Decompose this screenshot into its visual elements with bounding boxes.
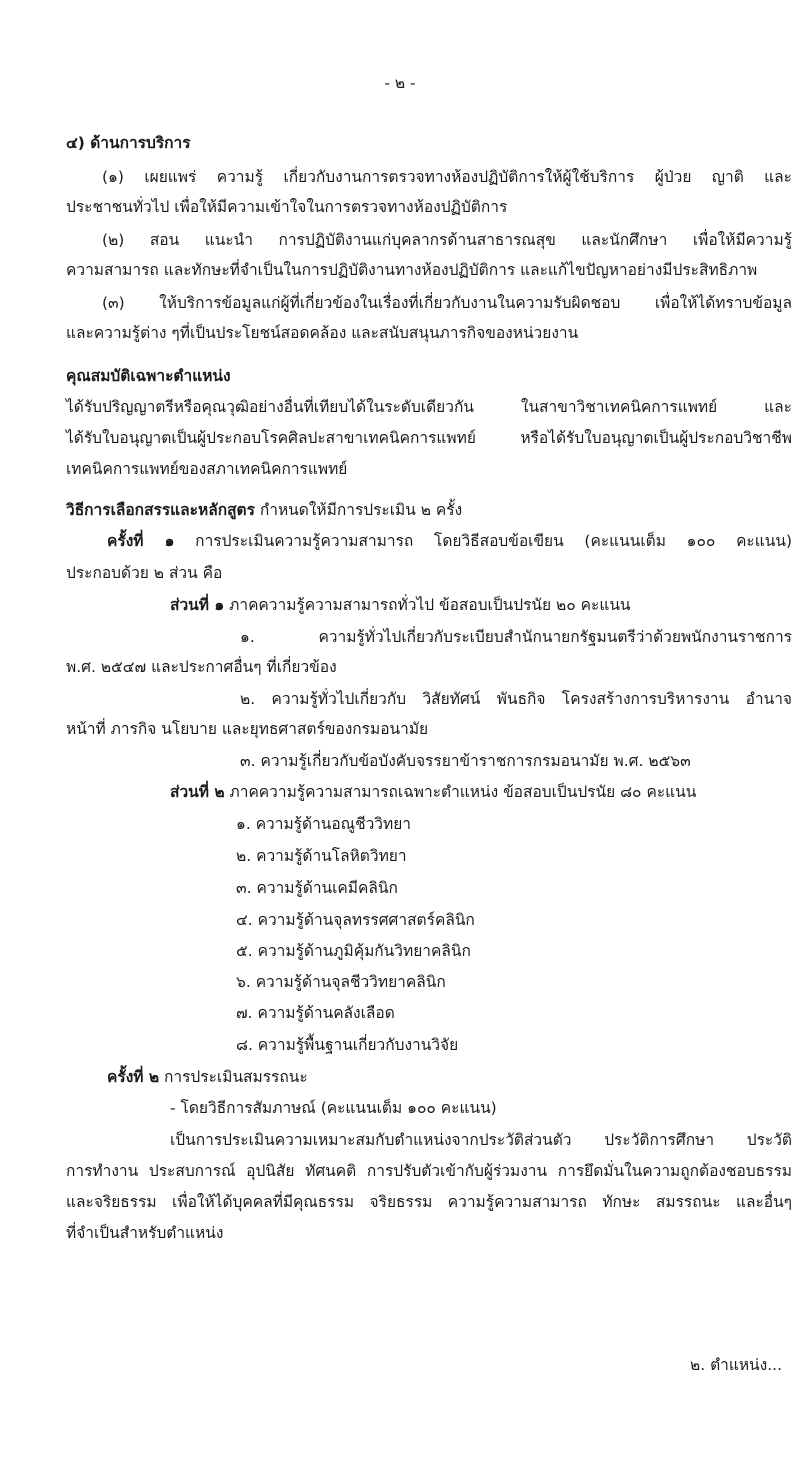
part2-item: ๖. ความรู้ด้านจุลชีววิทยาคลินิก <box>236 973 446 991</box>
round2-method: - โดยวิธีการสัมภาษณ์ (คะแนนเต็ม ๑๐๐ คะแนน) <box>170 1099 497 1117</box>
part2-text: ภาคความรู้ความสามารถเฉพาะตำแหน่ง ข้อสอบเป็นปรนัย ๘๐ คะแนน <box>224 783 697 801</box>
part2-item: ๗. ความรู้ด้านคลังเลือด <box>236 1004 395 1022</box>
qualification-heading: คุณสมบัติเฉพาะตำแหน่ง <box>66 367 231 385</box>
service-item1-line1: (๑) เผยแพร่ ความรู้ เกี่ยวกับงานการตรวจทางห้องปฏิบัติการให้ผู้ใช้บริการ ผู้ป่วย ญาติ และ <box>102 168 792 186</box>
service-item3-line1: (๓) ให้บริการข้อมูลแก่ผู้ที่เกี่ยวข้องในเรื่องที่เกี่ยวกับงานในความรับผิดชอบ เพื่อให้ได้ทราบข้อมูล <box>102 294 792 312</box>
qualification-line2: ได้รับใบอนุญาตเป็นผู้ประกอบโรคศิลปะสาขาเทคนิคการแพทย์ หรือได้รับใบอนุญาตเป็นผู้ประกอบวิชาชีพ <box>66 429 792 447</box>
round2-desc-line3: และจริยธรรม เพื่อให้ได้บุคคลที่มีคุณธรรม จริยธรรม ความรู้ความสามารถ ทักษะ สมรรถนะ และอื่นๆ <box>66 1193 792 1211</box>
selection-heading-bold: วิธีการเลือกสรรและหลักสูตร <box>66 501 255 519</box>
part1-item2-line2: หน้าที่ ภารกิจ นโยบาย และยุทธศาสตร์ของกรมอนามัย <box>66 720 429 738</box>
round1-text: การประเมินความรู้ความสามารถ โดยวิธีสอบข้อเขียน (คะแนนเต็ม ๑๐๐ คะแนน) <box>174 532 792 550</box>
part1-item3: ๓. ความรู้เกี่ยวกับข้อบังคับจรรยาข้าราชการกรมอนามัย พ.ศ. ๒๕๖๓ <box>240 752 691 770</box>
part2-item: ๔. ความรู้ด้านจุลทรรศศาสตร์คลินิก <box>236 911 475 929</box>
part2-item: ๕. ความรู้ด้านภูมิคุ้มกันวิทยาคลินิก <box>236 942 471 960</box>
service-item1-line2: ประชาชนทั่วไป เพื่อให้มีความเข้าใจในการตรวจทางห้องปฏิบัติการ <box>66 198 508 216</box>
round2-desc-line4: ที่จำเป็นสำหรับตำแหน่ง <box>66 1224 224 1242</box>
selection-heading-rest: กำหนดให้มีการประเมิน ๒ ครั้ง <box>254 501 463 519</box>
part2-label: ส่วนที่ ๒ <box>170 783 225 801</box>
service-heading: ๔) ด้านการบริการ <box>66 134 191 152</box>
part1-item1-line2: พ.ศ. ๒๕๔๗ และประกาศอื่นๆ ที่เกี่ยวข้อง <box>66 658 337 676</box>
round2-desc-line1: เป็นการประเมินความเหมาะสมกับตำแหน่งจากประวัติส่วนตัว ประวัติการศึกษา ประวัติ <box>170 1131 792 1149</box>
part1-item1-line1: ๑. ความรู้ทั่วไปเกี่ยวกับระเบียบสำนักนายกรัฐมนตรีว่าด้วยพนักงานราชการ <box>240 628 792 646</box>
page-number: - ๒ - <box>384 74 416 92</box>
round1-line2: ประกอบด้วย ๒ ส่วน คือ <box>66 564 223 582</box>
part1-line <box>170 594 631 616</box>
round1-line <box>107 530 792 552</box>
selection-heading <box>66 499 462 521</box>
part1-text: ภาคความรู้ความสามารถทั่วไป ข้อสอบเป็นปรนัย ๒๐ คะแนน <box>224 596 631 614</box>
round2-line <box>107 1066 308 1088</box>
part2-item: ๒. ความรู้ด้านโลหิตวิทยา <box>236 847 407 865</box>
qualification-line3: เทคนิคการแพทย์ของสภาเทคนิคการแพทย์ <box>66 460 348 478</box>
part2-item: ๑. ความรู้ด้านอณูชีววิทยา <box>236 815 411 833</box>
round2-label: ครั้งที่ ๒ <box>107 1068 160 1086</box>
service-item3-line2: และความรู้ต่าง ๆที่เป็นประโยชน์สอดคล้อง และสนับสนุนภารกิจของหน่วยงาน <box>66 324 579 342</box>
part2-item: ๓. ความรู้ด้านเคมีคลินิก <box>236 879 398 897</box>
round1-label: ครั้งที่ ๑ <box>107 532 175 550</box>
part2-line <box>170 781 696 803</box>
part1-item2-line1: ๒. ความรู้ทั่วไปเกี่ยวกับ วิสัยทัศน์ พันธกิจ โครงสร้างการบริหารงาน อำนาจ <box>240 690 792 708</box>
round2-text: การประเมินสมรรถนะ <box>159 1068 308 1086</box>
qualification-line1: ได้รับปริญญาตรีหรือคุณวุฒิอย่างอื่นที่เทียบได้ในระดับเดียวกัน ในสาขาวิชาเทคนิคการแพทย์ และ <box>66 398 792 416</box>
round2-desc-line2: การทำงาน ประสบการณ์ อุปนิสัย ทัศนคติ การปรับตัวเข้ากับผู้ร่วมงาน การยึดมั่นในความถูกต้องชอบธรรม <box>66 1162 792 1180</box>
continuation-text: ๒. ตำแหน่ง... <box>690 1356 782 1374</box>
part2-item: ๘. ความรู้พื้นฐานเกี่ยวกับงานวิจัย <box>236 1036 459 1054</box>
service-item2-line1: (๒) สอน แนะนำ การปฏิบัติงานแก่บุคลากรด้านสาธารณสุข และนักศึกษา เพื่อให้มีความรู้ <box>102 231 792 249</box>
part1-label: ส่วนที่ ๑ <box>170 596 225 614</box>
service-item2-line2: ความสามารถ และทักษะที่จำเป็นในการปฏิบัติงานทางห้องปฏิบัติการ และแก้ไขปัญหาอย่างมีประสิทธิภาพ <box>66 261 758 279</box>
